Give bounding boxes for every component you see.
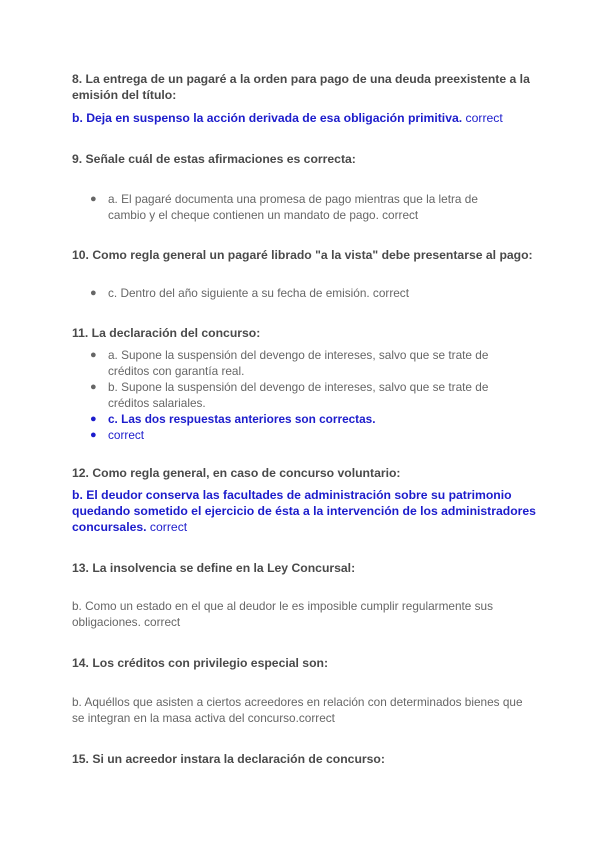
question-9-options xyxy=(90,191,510,223)
option-item-correct xyxy=(90,411,510,427)
answer-text: b. El deudor conserva las facultades de administración sobre su patrimonio quedando sometido el ejercicio de ésta a la intervención de los administradores concursales. xyxy=(72,488,536,534)
option-item-tag xyxy=(90,427,510,443)
question-10-options xyxy=(90,285,510,301)
bullet-icon: ● xyxy=(90,287,97,299)
answer-text: b. Deja en suspenso la acción derivada de esa obligación primitiva. xyxy=(72,111,463,125)
bullet-icon: ● xyxy=(90,413,97,425)
question-11-options xyxy=(90,347,510,443)
question-11-title: 11. La declaración del concurso: xyxy=(72,326,261,340)
option-text: a. El pagaré documenta una promesa de pago mientras que la letra de cambio y el cheque contienen un mandato de pago. correct xyxy=(108,192,478,222)
question-13-answer: b. Como un estado en el que al deudor le es imposible cumplir regularmente sus obligaciones. correct xyxy=(72,599,493,629)
option-text: c. Dentro del año siguiente a su fecha de emisión. correct xyxy=(108,286,409,300)
bullet-icon: ● xyxy=(90,193,97,205)
option-item xyxy=(90,347,510,379)
question-8-answer xyxy=(72,110,542,126)
question-14-answer: b. Aquéllos que asisten a ciertos acreedores en relación con determinados bienes que se integran en la masa activa del concurso.correct xyxy=(72,695,523,725)
question-13-title: 13. La insolvencia se define en la Ley Concursal: xyxy=(72,561,356,575)
question-14-title: 14. Los créditos con privilegio especial son: xyxy=(72,656,329,670)
option-text: c. Las dos respuestas anteriores son correctas. xyxy=(108,412,376,426)
bullet-icon: ● xyxy=(90,381,97,393)
correct-tag: correct xyxy=(465,111,503,125)
option-item xyxy=(90,191,510,223)
question-9-title: 9. Señale cuál de estas afirmaciones es correcta: xyxy=(72,152,356,166)
option-text: a. Supone la suspensión del devengo de intereses, salvo que se trate de créditos con garantía real. xyxy=(108,348,489,378)
option-item xyxy=(90,285,510,301)
option-item xyxy=(90,379,510,411)
question-12-answer xyxy=(72,487,542,535)
option-text: b. Supone la suspensión del devengo de intereses, salvo que se trate de créditos salariales. xyxy=(108,380,489,410)
correct-tag: correct xyxy=(149,520,188,534)
question-8-title: 8. La entrega de un pagaré a la orden para pago de una deuda preexistente a la emisión del título: xyxy=(72,72,530,102)
bullet-icon: ● xyxy=(90,429,97,441)
bullet-icon: ● xyxy=(90,349,97,361)
question-15-title: 15. Si un acreedor instara la declaración de concurso: xyxy=(72,752,385,766)
question-12-title: 12. Como regla general, en caso de concurso voluntario: xyxy=(72,466,401,480)
question-10-title: 10. Como regla general un pagaré librado "a la vista" debe presentarse al pago: xyxy=(72,248,533,262)
option-text: correct xyxy=(108,428,145,442)
